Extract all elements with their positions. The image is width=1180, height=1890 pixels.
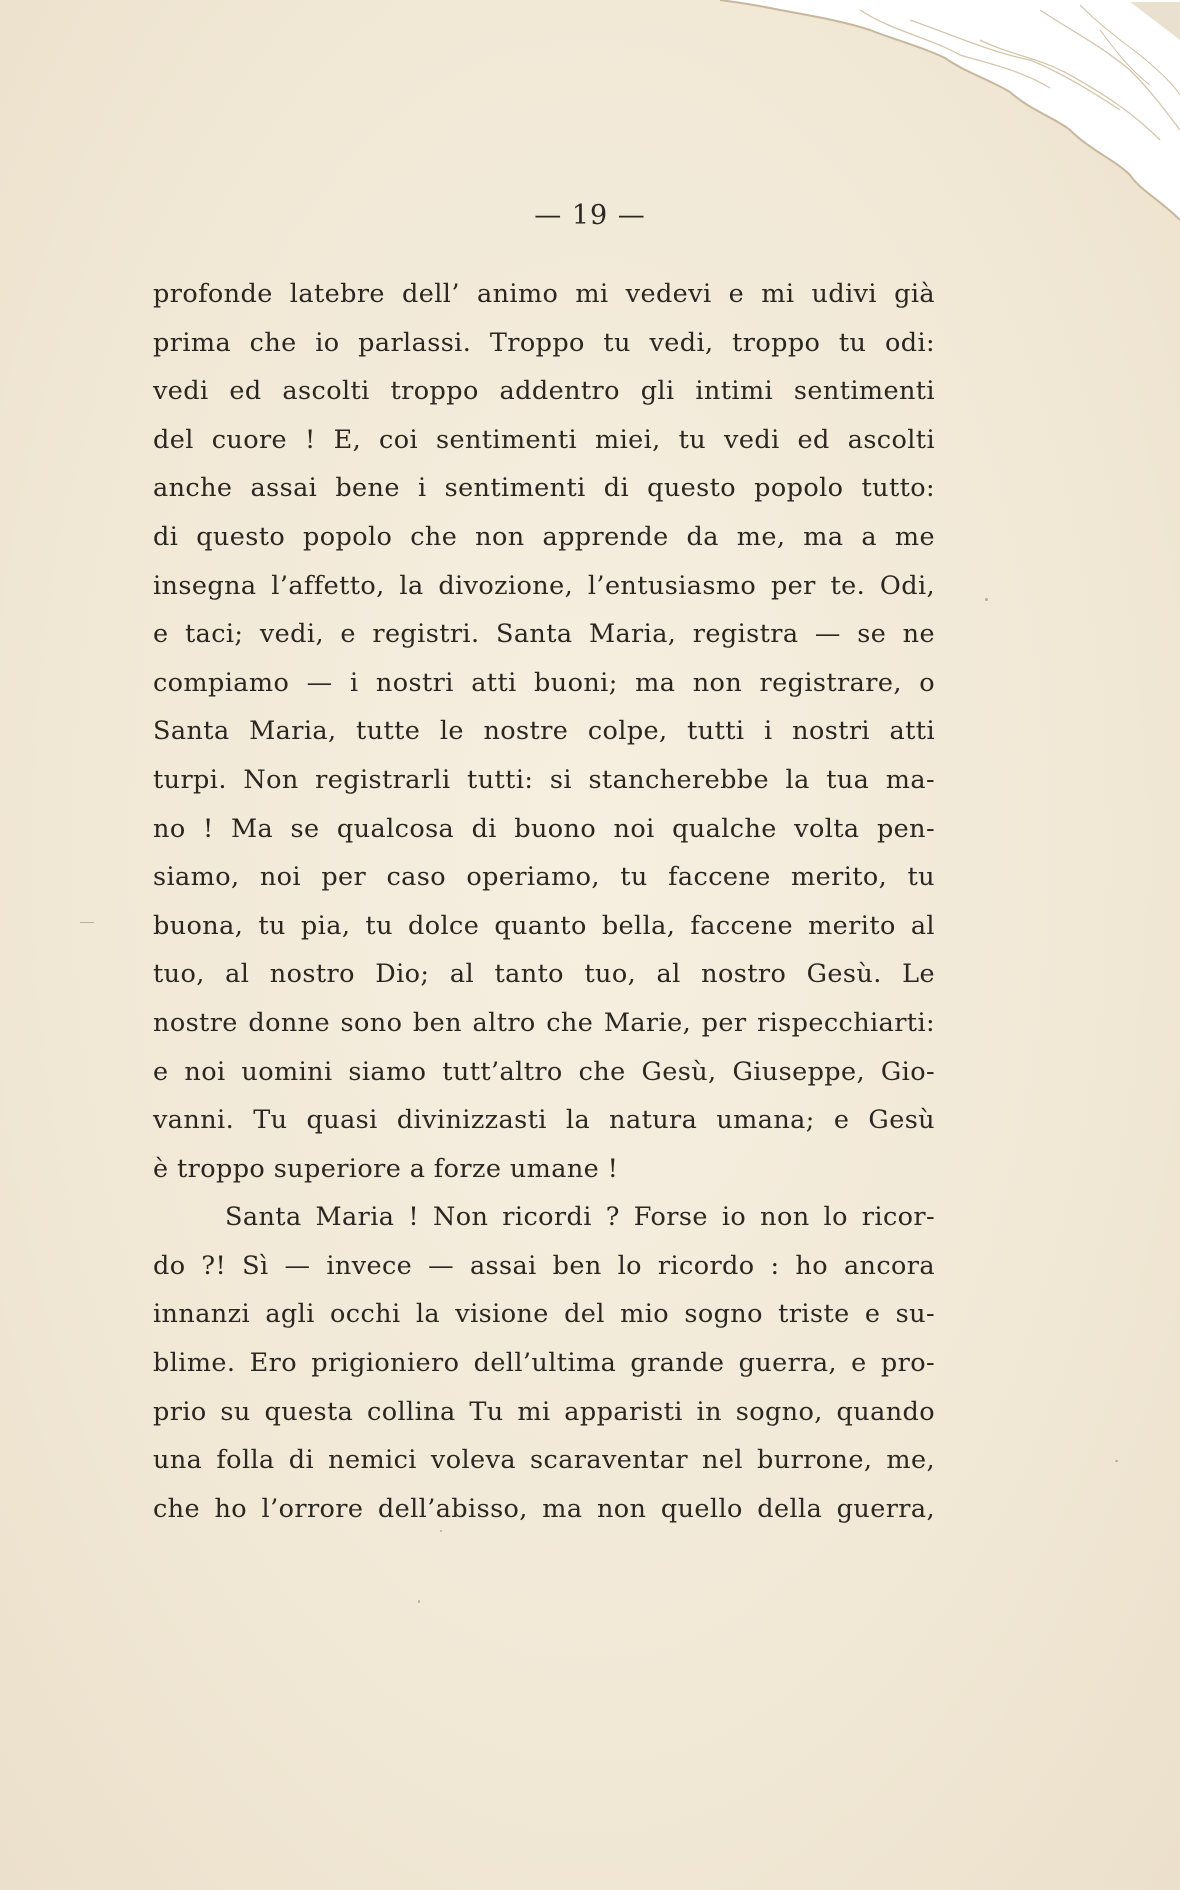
body-text bbox=[153, 270, 935, 1533]
text-line: nostre donne sono ben altro che Marie, per rispecchiarti: bbox=[153, 1007, 935, 1038]
text-line: di questo popolo che non apprende da me, ma a me bbox=[153, 521, 935, 552]
paper-speck bbox=[418, 1600, 420, 1603]
paper-speck bbox=[985, 598, 988, 601]
text-line: no ! Ma se qualcosa di buono noi qualche volta pen- bbox=[153, 813, 935, 844]
text-line: blime. Ero prigioniero dell’ultima grande guerra, e pro- bbox=[153, 1348, 935, 1379]
page-number: — 19 — bbox=[534, 200, 646, 231]
torn-corner-decoration bbox=[660, 0, 1180, 230]
text-line: Santa Maria, tutte le nostre colpe, tutti i nostri atti bbox=[153, 716, 935, 747]
text-line: vedi ed ascolti troppo addentro gli intimi sentimenti bbox=[153, 376, 935, 407]
paper-speck bbox=[440, 1530, 442, 1532]
text-line: insegna l’affetto, la divozione, l’entusiasmo per te. Odi, bbox=[153, 570, 935, 601]
paragraph-1 bbox=[153, 270, 935, 1193]
text-line: prima che io parlassi. Troppo tu vedi, troppo tu odi: bbox=[153, 327, 935, 358]
text-line: prio su questa collina Tu mi apparisti in sogno, quando bbox=[153, 1396, 935, 1427]
paper-speck bbox=[1115, 1460, 1118, 1462]
text-line: profonde latebre dell’ animo mi vedevi e mi udivi già bbox=[153, 279, 935, 309]
text-line: innanzi agli occhi la visione del mio sogno triste e su- bbox=[153, 1299, 935, 1330]
text-line: vanni. Tu quasi divinizzasti la natura umana; e Gesù bbox=[153, 1105, 935, 1136]
text-line: che ho l’orrore dell’abisso, ma non quello della guerra, bbox=[153, 1493, 935, 1524]
text-line: una folla di nemici voleva scaraventar nel burrone, me, bbox=[153, 1445, 935, 1476]
text-line: buona, tu pia, tu dolce quanto bella, faccene merito al bbox=[153, 910, 935, 941]
text-line: do ?! Sì — invece — assai ben lo ricordo : ho ancora bbox=[153, 1250, 935, 1281]
text-line: tuo, al nostro Dio; al tanto tuo, al nostro Gesù. Le bbox=[153, 959, 935, 990]
text-line: Santa Maria ! Non ricordi ? Forse io non lo ricor- bbox=[225, 1202, 935, 1233]
paper-speck bbox=[80, 922, 94, 923]
text-line: turpi. Non registrarli tutti: si stancherebbe la tua ma- bbox=[153, 764, 935, 795]
text-line: anche assai bene i sentimenti di questo popolo tutto: bbox=[153, 473, 935, 504]
text-line: è troppo superiore a forze umane ! bbox=[153, 1153, 619, 1184]
text-line: compiamo — i nostri atti buoni; ma non registrare, o bbox=[153, 667, 935, 698]
text-line: siamo, noi per caso operiamo, tu faccene merito, tu bbox=[153, 862, 935, 893]
text-line: del cuore ! E, coi sentimenti miei, tu vedi ed ascolti bbox=[153, 424, 935, 455]
text-line: e taci; vedi, e registri. Santa Maria, registra — se ne bbox=[153, 619, 935, 650]
text-line: e noi uomini siamo tutt’altro che Gesù, Giuseppe, Gio- bbox=[153, 1056, 935, 1087]
paragraph-2 bbox=[153, 1193, 935, 1533]
